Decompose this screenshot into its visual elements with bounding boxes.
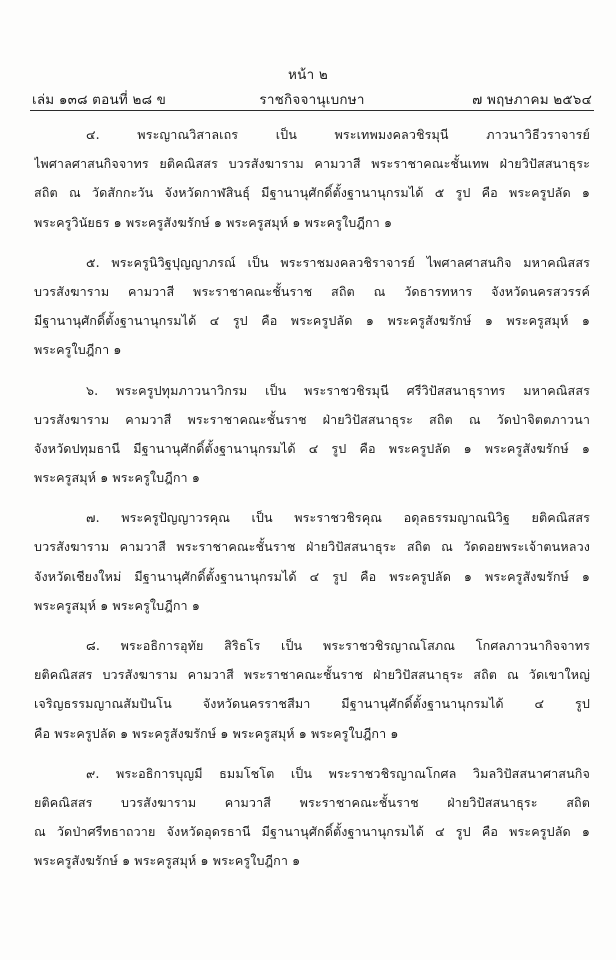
appointment-item: [34, 120, 590, 237]
text-line: พระครูวินัยธร ๑ พระครูสังฆรักษ์ ๑ พระครูสมุห์ ๑ พระครูใบฎีกา ๑: [34, 214, 393, 230]
text-line: ๙. พระอธิการบุญมี ธมมโชโต เป็น พระราชวชิรญาณโกศล วิมลวิปัสสนาศาสนกิจ: [86, 765, 590, 781]
document-body: [34, 120, 590, 887]
text-line: ยติคณิสสร บวรสังฆาราม คามวาสี พระราชาคณะชั้นราช ฝ่ายวิปัสสนาธุระ สถิต ณ วัดเขาใหญ่: [34, 667, 590, 683]
text-line: ไพศาลศาสนกิจจาทร ยติคณิสสร บวรสังฆาราม คามวาสี พระราชาคณะชั้นเทพ ฝ่ายวิปัสสนาธุระ: [34, 156, 590, 172]
page-number: หน้า ๒: [288, 67, 328, 83]
text-line: เจริญธรรมญาณสัมปันโน จังหวัดนครราชสีมา มีฐานานุศักดิ์ตั้งฐานานุกรมได้ ๔ รูป: [34, 696, 590, 712]
text-line: จังหวัดปทุมธานี มีฐานานุศักดิ์ตั้งฐานานุกรมได้ ๔ รูป คือ พระครูปลัด ๑ พระครูสังฆรักษ์ ๑: [34, 440, 590, 456]
appointment-item: [34, 631, 590, 748]
text-line: บวรสังฆาราม คามวาสี พระราชาคณะชั้นราช ฝ่ายวิปัสสนาธุระ สถิต ณ วัดดอยพระเจ้าตนหลวง: [34, 539, 590, 555]
appointment-item: [34, 759, 590, 876]
appointment-item: [34, 376, 590, 493]
text-line: ยติคณิสสร บวรสังฆาราม คามวาสี พระราชาคณะชั้นราช ฝ่ายวิปัสสนาธุระ สถิต: [34, 794, 590, 810]
text-line: ณ วัดป่าศรีทธาถวาย จังหวัดอุดรธานี มีฐานานุศักดิ์ตั้งฐานานุกรมได้ ๔ รูป คือ พระครูปลัด ๑: [34, 824, 590, 840]
text-line: ๘. พระอธิการอุทัย สิริธโร เป็น พระราชวชิรญาณโสภณ โกศลภาวนากิจจาทร: [86, 638, 590, 653]
appointment-item: [34, 248, 590, 365]
text-line: ๕. พระครูนิวิฐปุญญาภรณ์ เป็น พระราชมงคลวชิราจารย์ ไพศาลศาสนกิจ มหาคณิสสร: [86, 254, 590, 270]
text-line: พระครูสังฆรักษ์ ๑ พระครูสมุห์ ๑ พระครูใบฎีกา ๑: [34, 853, 301, 869]
gazette-name: ราชกิจจานุเบกษา: [259, 92, 365, 108]
volume-issue: เล่ม ๑๓๘ ตอนที่ ๒๘ ข: [32, 92, 167, 108]
text-line: ๗. พระครูปัญญาวรคุณ เป็น พระราชวชิรคุณ อดุลธรรมญาณนิวิฐ ยติคณิสสร: [86, 510, 590, 526]
text-line: พระครูสมุห์ ๑ พระครูใบฎีกา ๑: [34, 470, 200, 486]
text-line: บวรสังฆาราม คามวาสี พระราชาคณะชั้นราช สถิต ณ วัดธารทหาร จังหวัดนครสวรรค์: [34, 283, 590, 299]
text-line: คือ พระครูปลัด ๑ พระครูสังฆรักษ์ ๑ พระครูสมุห์ ๑ พระครูใบฎีกา ๑: [34, 725, 399, 741]
text-line: พระครูสมุห์ ๑ พระครูใบฎีกา ๑: [34, 597, 200, 613]
publication-date: ๗ พฤษภาคม ๒๕๖๔: [472, 92, 592, 108]
text-line: จังหวัดเชียงใหม่ มีฐานานุศักดิ์ตั้งฐานานุกรมได้ ๔ รูป คือ พระครูปลัด ๑ พระครูสังฆรักษ์ ๑: [34, 568, 590, 584]
running-header: [32, 88, 592, 108]
text-line: บวรสังฆาราม คามวาสี พระราชาคณะชั้นราช ฝ่ายวิปัสสนาธุระ สถิต ณ วัดป่าจิตตภาวนา: [34, 411, 590, 427]
text-line: พระครูใบฎีกา ๑: [34, 342, 122, 358]
appointment-item: [34, 503, 590, 620]
text-line: มีฐานานุศักดิ์ตั้งฐานานุกรมได้ ๔ รูป คือ พระครูปลัด ๑ พระครูสังฆรักษ์ ๑ พระครูสมุห์ ๑: [34, 313, 590, 329]
text-line: ๖. พระครูปทุมภาวนาวิกรม เป็น พระราชวชิรมุนี ศรีวิปัสสนาธุราทร มหาคณิสสร: [86, 382, 590, 398]
header-rule: [30, 110, 594, 111]
text-line: สถิต ณ วัดสักกะวัน จังหวัดกาฬสินธุ์ มีฐานานุศักดิ์ตั้งฐานานุกรมได้ ๕ รูป คือ พระครูปลัด ๑: [34, 185, 590, 201]
text-line: ๔. พระญาณวิสาลเถร เป็น พระเทพมงคลวชิรมุนี ภาวนาวิธีวราจารย์: [86, 127, 590, 142]
